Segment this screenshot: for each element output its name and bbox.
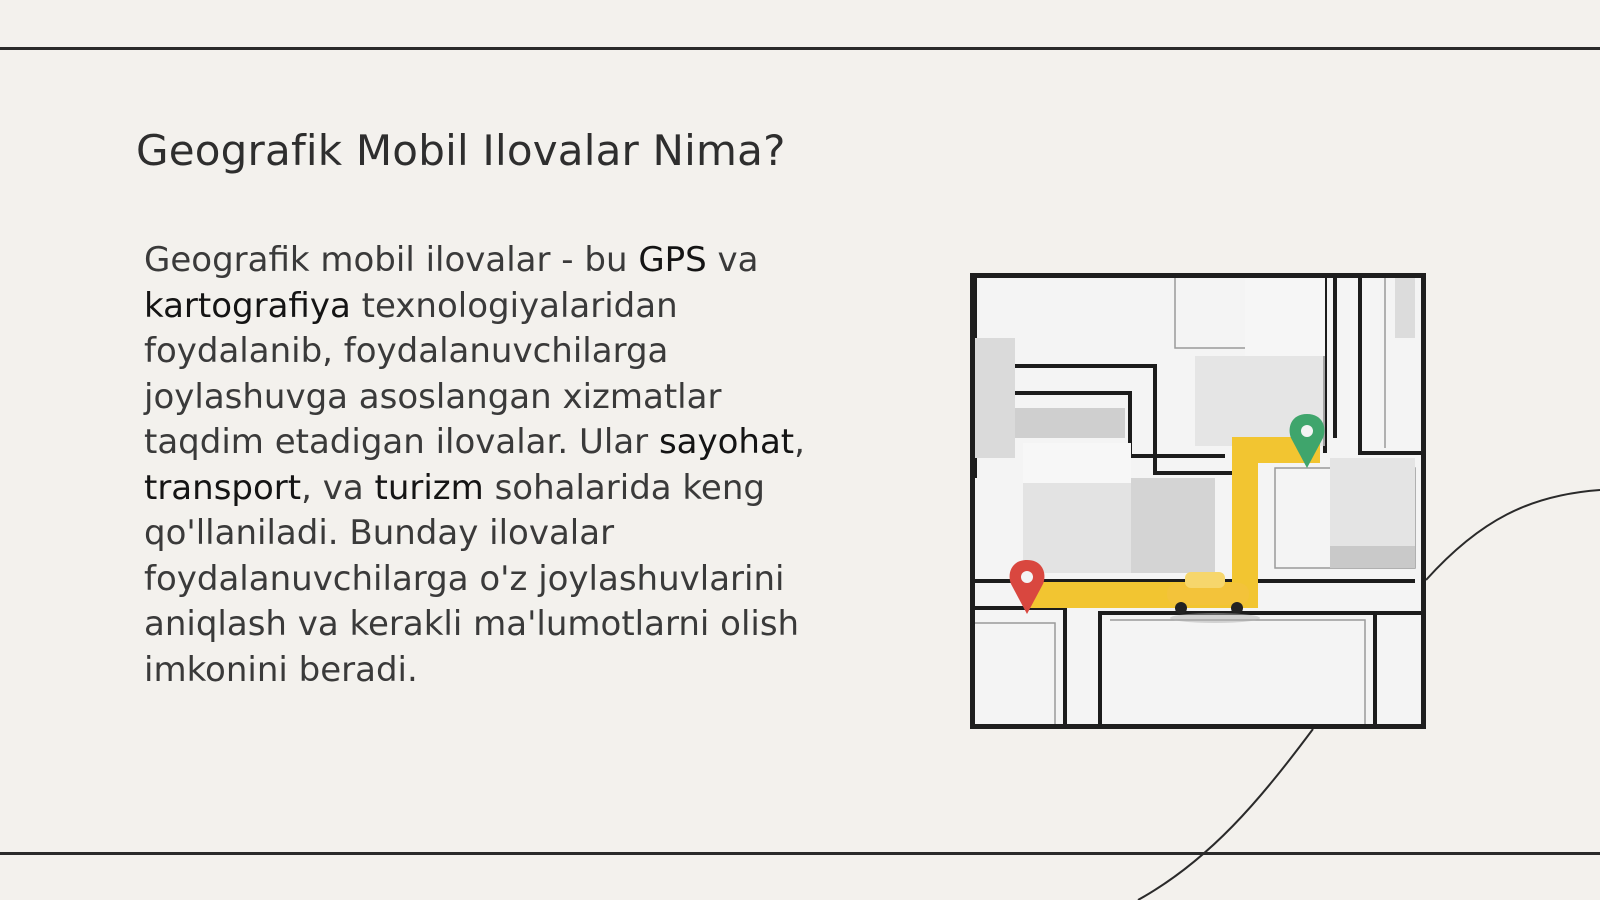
body-text-segment: Geografik mobil ilovalar - bu — [144, 240, 639, 280]
body-paragraph — [144, 238, 824, 693]
body-keyword: turizm — [374, 467, 484, 508]
body-text-segment: , — [794, 422, 805, 462]
body-keyword: GPS — [638, 240, 707, 280]
body-text-segment: sohalarida keng qo'llaniladi. Bunday ilovalar foydalanuvchilarga o'z joylashuvlarini aniqlash va kerakli ma'lumotlarni olish imkonini beradi. — [144, 467, 800, 690]
body-keyword: kartografiya — [144, 285, 351, 326]
body-text-segment: va — [706, 240, 759, 280]
body-text-segment: , va — [301, 467, 375, 508]
body-text-segment: texnologiyalaridan foydalanib, foydalanuvchilarga joylashuvga asoslangan xizmatlar taqdim etadigan ilovalar. Ular — [144, 285, 722, 462]
body-keyword: sayohat — [658, 422, 795, 462]
map-illustration — [970, 273, 1426, 729]
slide-title: Geografik Mobil Ilovalar Nima? — [136, 126, 786, 175]
body-keyword: transport — [144, 467, 302, 508]
